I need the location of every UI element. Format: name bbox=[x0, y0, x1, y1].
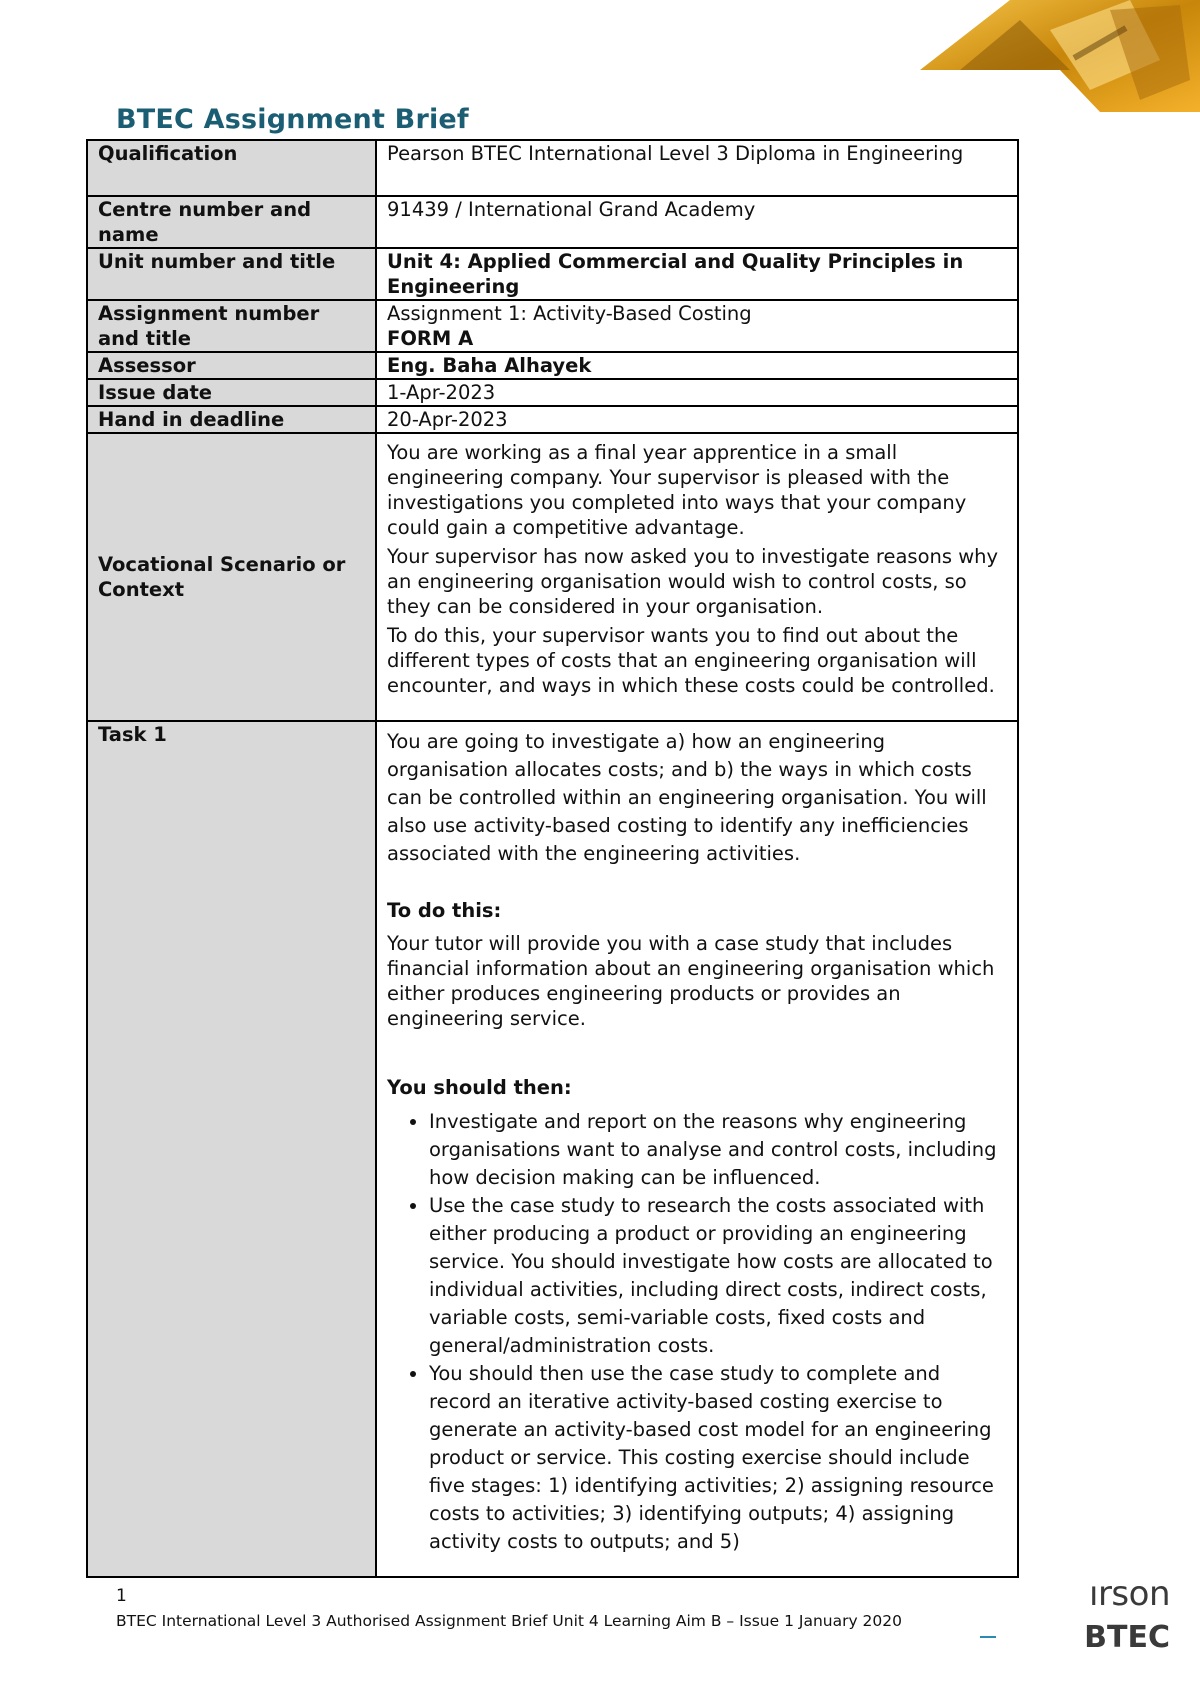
label-scenario bbox=[87, 433, 376, 721]
page-number: 1 bbox=[116, 1586, 127, 1606]
label-unit: Unit number and title bbox=[87, 248, 376, 300]
label-issue-date: Issue date bbox=[87, 379, 376, 406]
row-centre bbox=[87, 196, 1018, 248]
row-assessor bbox=[87, 352, 1018, 379]
row-deadline bbox=[87, 406, 1018, 433]
row-task1 bbox=[87, 721, 1018, 1577]
row-issue-date bbox=[87, 379, 1018, 406]
scenario-paragraph: To do this, your supervisor wants you to find out about the different types of costs that an engineering organisation will encounter, and ways in which these costs could be controlled. bbox=[387, 624, 995, 697]
row-scenario bbox=[87, 433, 1018, 721]
assignment-title: Assignment 1: Activity-Based Costing bbox=[387, 302, 752, 325]
value-text: 91439 / International Grand Academy bbox=[387, 198, 756, 221]
todo-heading: To do this: bbox=[387, 899, 502, 922]
value-deadline: 20-Apr-2023 bbox=[376, 406, 1018, 433]
logo-accent-dash bbox=[980, 1636, 996, 1638]
footer-text: BTEC International Level 3 Authorised Assignment Brief Unit 4 Learning Aim B – Issue 1 January 2020 bbox=[116, 1612, 903, 1630]
label-qualification bbox=[87, 140, 376, 196]
value-assignment bbox=[376, 300, 1018, 352]
value-scenario bbox=[376, 433, 1018, 721]
value-unit: Unit 4: Applied Commercial and Quality Principles in Engineering bbox=[376, 248, 1018, 300]
value-issue-date: 1-Apr-2023 bbox=[376, 379, 1018, 406]
scenario-paragraph: Your supervisor has now asked you to investigate reasons why an engineering organisation would wish to control costs, so they can be considered in your organisation. bbox=[387, 545, 999, 618]
list-item: • Use the case study to research the costs associated with either producing a product or providing an engineering service. You should investigate how costs are allocated to individual activities, including direct costs, indirect costs, variable costs, semi-variable costs, fixed costs and general/administration costs. bbox=[429, 1192, 1007, 1360]
row-unit bbox=[87, 248, 1018, 300]
scenario-paragraph: You are working as a final year apprentice in a small engineering company. Your supervisor is pleased with the investigations you completed into ways that your company could gain a competitive advantage. bbox=[387, 441, 967, 539]
label-text: Qualification bbox=[98, 142, 238, 165]
then-heading: You should then: bbox=[387, 1076, 572, 1099]
value-qualification: Pearson BTEC International Level 3 Diploma in Engineering bbox=[376, 140, 1018, 196]
assignment-brief-table bbox=[86, 139, 1019, 1578]
row-qualification bbox=[87, 140, 1018, 196]
row-assignment bbox=[87, 300, 1018, 352]
value-centre bbox=[376, 196, 1018, 248]
label-text: Vocational Scenario or Context bbox=[98, 553, 346, 601]
assignment-form: FORM A bbox=[387, 327, 474, 350]
label-assessor: Assessor bbox=[87, 352, 376, 379]
label-assignment: Assignment number and title bbox=[87, 300, 376, 352]
label-deadline: Hand in deadline bbox=[87, 406, 376, 433]
page-title: BTEC Assignment Brief bbox=[116, 104, 469, 135]
list-item: • You should then use the case study to complete and record an iterative activity-based costing exercise to generate an activity-based cost model for an engineering product or service. This costing exercise should include five stages: 1) identifying activities; 2) assigning resource costs to activities; 3) identifying outputs; 4) assigning activity costs to outputs; and 5) bbox=[429, 1360, 1007, 1556]
task1-bullet-list bbox=[387, 1108, 1007, 1556]
label-task1: Task 1 bbox=[87, 721, 376, 1577]
label-centre: Centre number and name bbox=[87, 196, 376, 248]
todo-text: Your tutor will provide you with a case study that includes financial information about an engineering organisation which either produces engineering products or provides an engineering service. bbox=[387, 932, 995, 1030]
list-item: • Investigate and report on the reasons why engineering organisations want to analyse and control costs, including how decision making can be influenced. bbox=[429, 1108, 1007, 1192]
btec-logo: BTEC bbox=[1084, 1620, 1170, 1655]
header-decoration-graphic bbox=[900, 0, 1200, 112]
pearson-logo: ırson bbox=[1089, 1574, 1170, 1614]
task1-intro: You are going to investigate a) how an engineering organisation allocates costs; and b) the ways in which costs can be controlled within an engineering organisation. You will also use activity-based costing to identify any inefficiencies associated with the engineering activities. bbox=[387, 730, 987, 865]
value-assessor: Eng. Baha Alhayek bbox=[376, 352, 1018, 379]
value-task1 bbox=[376, 721, 1018, 1577]
